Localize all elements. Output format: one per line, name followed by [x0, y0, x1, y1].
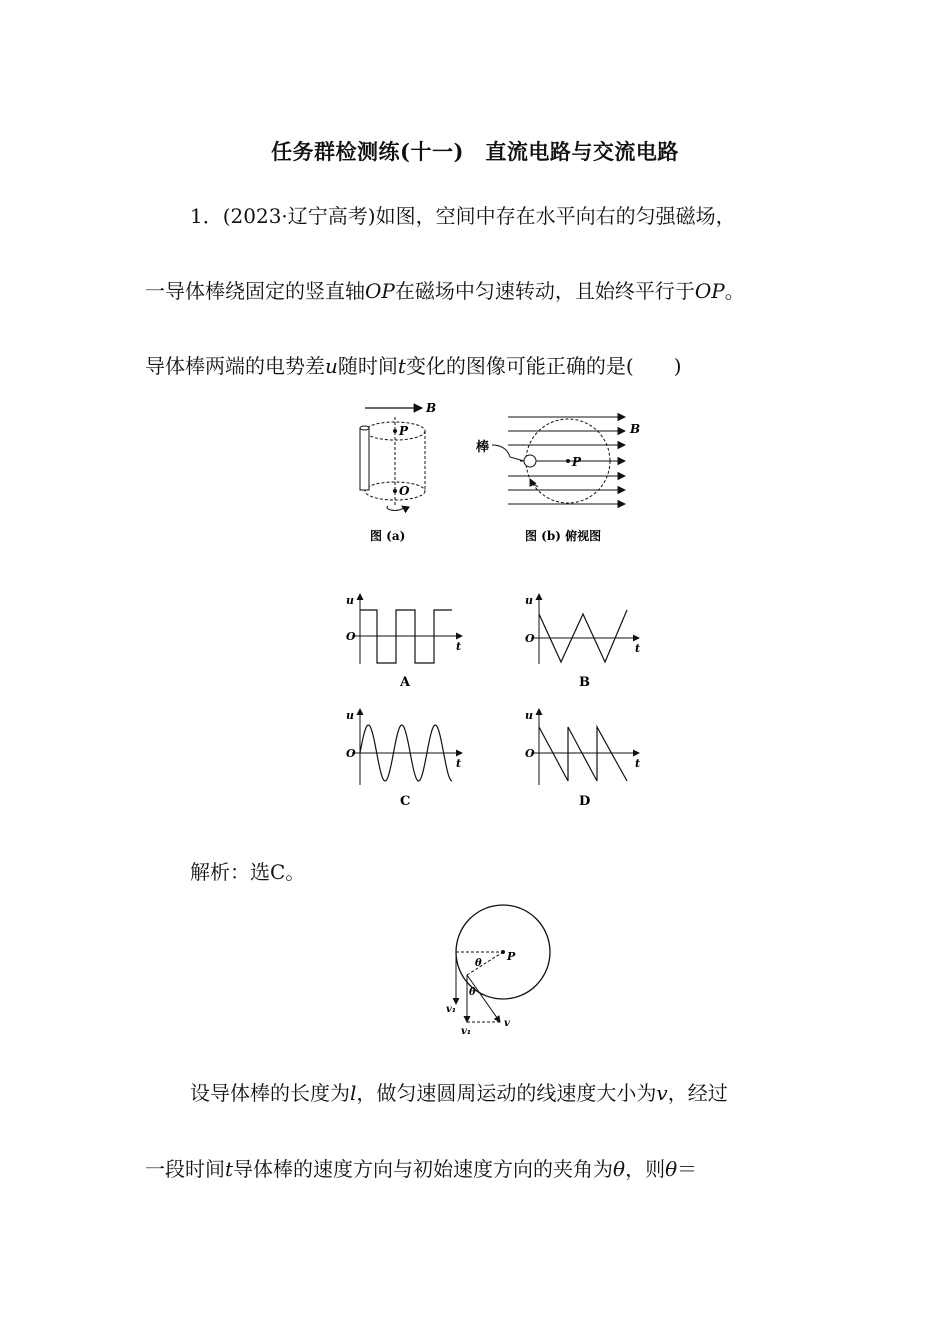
origin-label: O	[525, 747, 535, 760]
solution-text: 一段时间	[145, 1157, 225, 1181]
o-label: O	[399, 484, 410, 498]
option-c-label: C	[400, 794, 411, 809]
v1-label: v₁	[461, 1026, 472, 1037]
question-text: 。	[724, 279, 745, 303]
figure-a	[340, 395, 480, 555]
u-axis-label: u	[346, 709, 354, 722]
origin-label: O	[346, 630, 356, 643]
theta-label: θ	[475, 958, 482, 969]
var-theta: θ	[613, 1157, 626, 1181]
option-a-label: A	[400, 675, 411, 690]
solution-text: ，经过	[667, 1081, 728, 1105]
solution-text: ，则	[625, 1157, 666, 1181]
question-text: 一导体棒绕固定的竖直轴	[145, 279, 365, 303]
graph-a	[340, 590, 475, 690]
u-axis-label: u	[525, 594, 533, 607]
solution-text: ＝	[677, 1157, 698, 1181]
var-u: u	[325, 354, 338, 378]
u-axis-label: u	[346, 594, 354, 607]
graph-b	[515, 590, 650, 690]
rod	[360, 428, 369, 490]
rod-label: 棒	[476, 440, 490, 455]
t-axis-label: t	[635, 757, 641, 770]
origin-label: O	[525, 632, 535, 645]
var-op: OP	[365, 279, 395, 303]
b-label: B	[426, 401, 437, 415]
question-text: 随时间	[337, 354, 398, 378]
t-axis-label: t	[456, 757, 462, 770]
page-title: 任务群检测练(十一) 直流电路与交流电路	[271, 139, 679, 164]
v-label: v	[504, 1018, 510, 1029]
answer-line	[190, 856, 305, 885]
solution-line-2	[145, 1153, 697, 1182]
solution-diagram	[440, 900, 570, 1040]
question-text: 变化的图像可能正确的是( )	[405, 354, 682, 378]
option-b-label: B	[579, 675, 590, 690]
rotation-arrow	[387, 506, 403, 510]
question-line-2	[145, 275, 745, 304]
p-label: P	[507, 950, 516, 963]
triangle-wave	[539, 610, 627, 662]
var-theta: θ	[665, 1157, 678, 1181]
figure-b-caption: 图 (b) 俯视图	[525, 529, 602, 543]
sawtooth-wave	[539, 727, 627, 781]
solution-text: ，做匀速圆周运动的线速度大小为	[356, 1081, 657, 1105]
graph-d	[515, 705, 650, 810]
figure-b	[470, 405, 640, 555]
question-line-1	[190, 200, 736, 229]
v1-label: v₁	[446, 1004, 457, 1015]
solution-line-1	[190, 1077, 728, 1106]
question-text: 1．(2023·辽宁高考)如图，空间中存在水平向右的匀强磁场，	[190, 204, 736, 228]
rod-cross-section	[524, 455, 536, 467]
t-axis-label: t	[456, 640, 462, 653]
solution-text: 导体棒的速度方向与初始速度方向的夹角为	[233, 1157, 614, 1181]
var-t: t	[397, 354, 406, 378]
question-text: 在磁场中匀速转动，且始终平行于	[394, 279, 695, 303]
theta-label: θ	[469, 987, 476, 998]
question-text: 导体棒两端的电势差	[145, 354, 325, 378]
origin-label: O	[346, 747, 356, 760]
solution-text: 设导体棒的长度为	[190, 1081, 350, 1105]
t-axis-label: t	[635, 642, 641, 655]
graph-c	[340, 705, 475, 810]
answer-text: 解析：选C。	[190, 860, 306, 884]
p-label: P	[399, 424, 409, 438]
b-label: B	[630, 422, 641, 436]
var-l: l	[350, 1081, 357, 1105]
u-axis-label: u	[525, 709, 533, 722]
figure-a-caption: 图 (a)	[370, 529, 406, 543]
var-v: v	[656, 1081, 668, 1105]
var-op: OP	[694, 279, 725, 303]
option-d-label: D	[579, 794, 591, 809]
var-t: t	[225, 1157, 234, 1181]
question-line-3	[145, 350, 682, 379]
p-label: P	[572, 455, 582, 469]
